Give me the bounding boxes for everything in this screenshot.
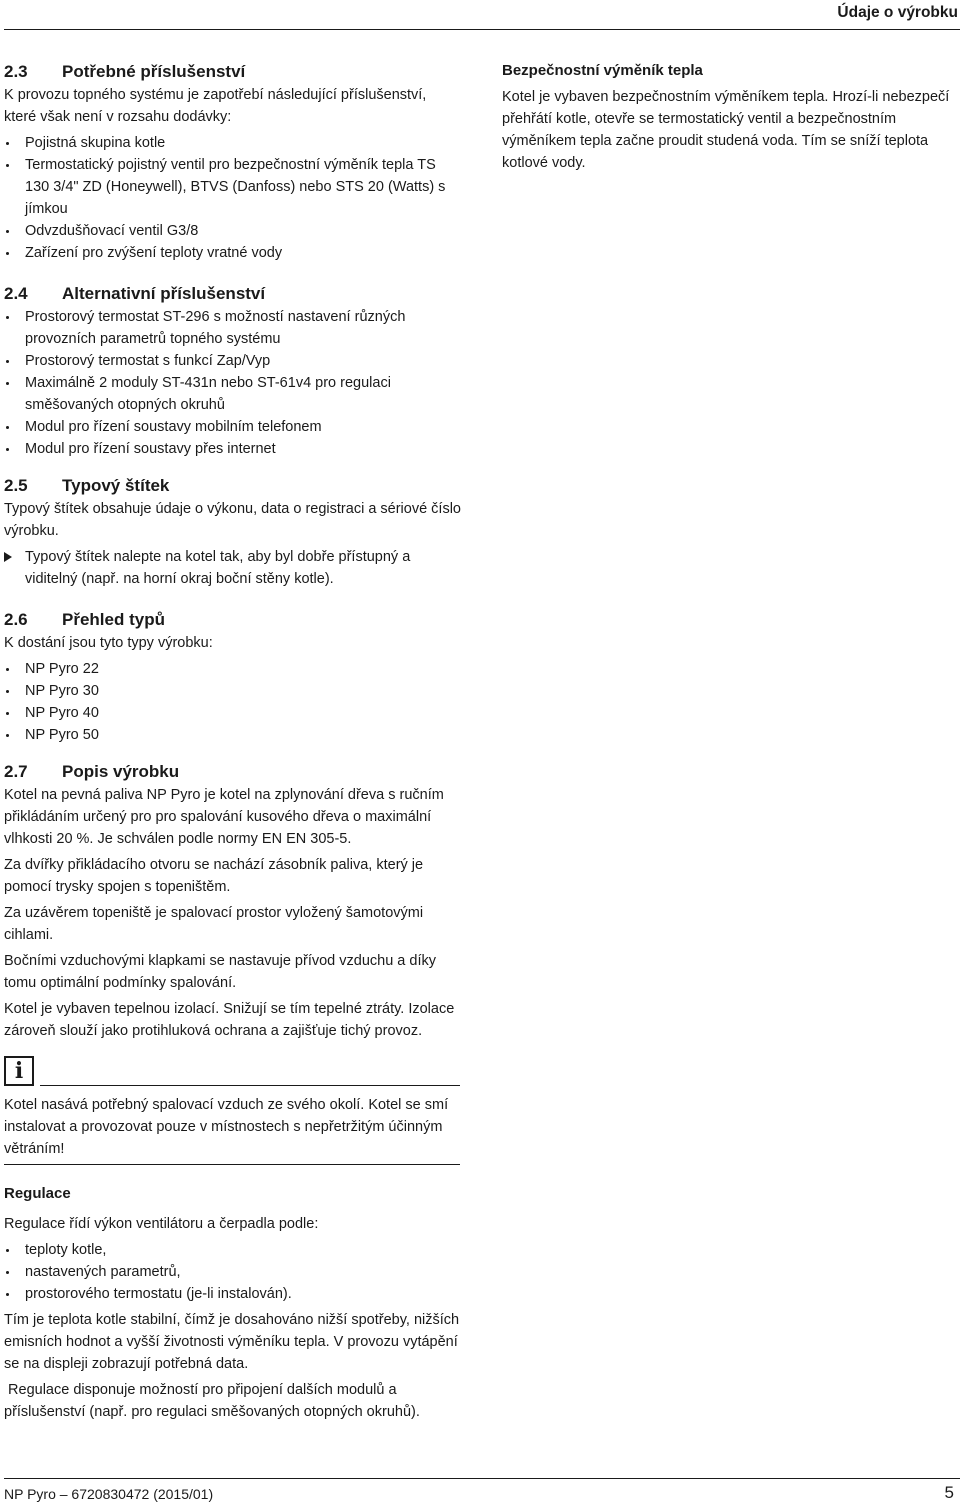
running-header-title: Údaje o výrobku [837, 4, 958, 21]
section-2-5 [4, 474, 462, 590]
paragraph: Regulace disponuje možností pro připojení dalších modulů a příslušenství (např. pro regulaci směšovaných otopných okruhů). [4, 1382, 420, 1420]
section-number: 2.5 [4, 476, 28, 495]
regulace-intro: Regulace řídí výkon ventilátoru a čerpadla podle: [4, 1216, 319, 1232]
list-item: nastavených parametrů, [4, 1261, 462, 1283]
list-item: Termostatický pojistný ventil pro bezpečnostní výměník tepla TS 130 3/4" ZD (Honeywell), BTVS (Danfoss) nebo STS 20 (Watts) s jímkou [4, 154, 462, 220]
left-column [4, 60, 462, 1427]
list-item: Modul pro řízení soustavy mobilním telefonem [4, 416, 462, 438]
regulace-list [4, 1239, 462, 1305]
list-item: NP Pyro 50 [4, 724, 462, 746]
section-2-3-heading [4, 60, 462, 84]
footer-document-id: NP Pyro – 6720830472 (2015/01) [4, 1486, 214, 1502]
list-item: Modul pro řízení soustavy přes internet [4, 438, 462, 460]
paragraph: Tím je teplota kotle stabilní, čímž je dosahováno nižší spotřeby, nižších emisních hodnot a vyšší životnosti výměníku tepla. V provozu vytápění se na displeji zobrazují potřebná data. [4, 1312, 460, 1372]
section-2-3 [4, 60, 462, 264]
list-item: Zařízení pro zvýšení teploty vratné vody [4, 242, 462, 264]
section-title: Potřebné příslušenství [62, 62, 246, 81]
list-item: NP Pyro 22 [4, 658, 462, 680]
section-title: Typový štítek [62, 476, 170, 495]
regulace-section [4, 1183, 462, 1423]
section-title: Popis výrobku [62, 762, 180, 781]
list-item: prostorového termostatu (je-li instalován). [4, 1283, 462, 1305]
list-item: NP Pyro 40 [4, 702, 462, 724]
section-title: Přehled typů [62, 610, 165, 629]
list-item: Prostorový termostat s funkcí Zap/Vyp [4, 350, 462, 372]
paragraph: Kotel na pevná paliva NP Pyro je kotel na zplynování dřeva s ručním přikládáním určený pro pro spalování kusového dřeva o maximální vlhkosti 20 %. Je schválen podle normy EN EN 305-5. [4, 787, 444, 847]
section-number: 2.6 [4, 610, 28, 629]
section-2-7 [4, 760, 462, 1042]
section-2-3-intro: K provozu topného systému je zapotřebí následující příslušenství, které však není v rozsahu dodávky: [4, 87, 427, 125]
section-number: 2.7 [4, 762, 28, 781]
info-icon: i [4, 1056, 34, 1086]
instruction-text: Typový štítek nalepte na kotel tak, aby byl dobře přístupný a viditelný (např. na horní okraj boční stěny kotle). [25, 549, 411, 587]
safety-text: Kotel je vybaven bezpečnostním výměníkem tepla. Hrozí-li nebezpečí přehřátí kotle, otevře se termostatický ventil a bezpečnostním výměníkem tepla začne proudit studená voda. Tím se sníží teplota kotlové vody. [502, 89, 950, 171]
section-2-4 [4, 282, 462, 460]
section-2-5-text: Typový štítek obsahuje údaje o výkonu, data o registraci a sériové číslo výrobku. [4, 501, 461, 539]
regulace-heading: Regulace [4, 1185, 71, 1202]
list-item: Prostorový termostat ST-296 s možností nastavení různých provozních parametrů topného systému [4, 306, 462, 350]
section-number: 2.4 [4, 284, 28, 303]
page-number: 5 [944, 1483, 954, 1502]
section-number: 2.3 [4, 62, 28, 81]
section-2-6-heading [4, 608, 462, 632]
section-2-6-intro: K dostání jsou tyto typy výrobku: [4, 635, 213, 651]
list-item: Odvzdušňovací ventil G3/8 [4, 220, 462, 242]
safety-heading: Bezpečnostní výměník tepla [502, 62, 703, 79]
section-title: Alternativní příslušenství [62, 284, 266, 303]
footer-divider [4, 1478, 960, 1479]
section-2-7-heading [4, 760, 462, 784]
right-column [502, 60, 952, 178]
paragraph: Bočními vzduchovými klapkami se nastavuje přívod vzduchu a díky tomu optimální podmínky spalování. [4, 953, 436, 991]
header-divider [4, 29, 960, 30]
paragraph: Za dvířky přikládacího otvoru se nachází zásobník paliva, který je pomocí trysky spojen s topeništěm. [4, 857, 424, 895]
alternative-accessories-list [4, 306, 462, 460]
list-item: teploty kotle, [4, 1239, 462, 1261]
info-note-text: Kotel nasává potřebný spalovací vzduch ze svého okolí. Kotel se smí instalovat a provozovat pouze v místnostech s nepřetržitým účinným větráním! [4, 1086, 460, 1165]
list-item: NP Pyro 30 [4, 680, 462, 702]
instruction-step [4, 546, 462, 590]
list-item: Pojistná skupina kotle [4, 132, 462, 154]
paragraph: Za uzávěrem topeniště je spalovací prostor vyložený šamotovými cihlami. [4, 905, 424, 943]
paragraph: Kotel je vybaven tepelnou izolací. Snižují se tím tepelné ztráty. Izolace zároveň slouží jako protihluková ochrana a zajišťuje tichý provoz. [4, 1001, 455, 1039]
product-types-list [4, 658, 462, 746]
list-item: Maximálně 2 moduly ST-431n nebo ST-61v4 pro regulaci směšovaných otopných okruhů [4, 372, 462, 416]
section-2-6 [4, 608, 462, 746]
info-note [4, 1056, 460, 1165]
section-2-5-heading [4, 474, 462, 498]
arrow-right-icon [4, 552, 12, 562]
required-accessories-list [4, 132, 462, 264]
section-2-4-heading [4, 282, 462, 306]
